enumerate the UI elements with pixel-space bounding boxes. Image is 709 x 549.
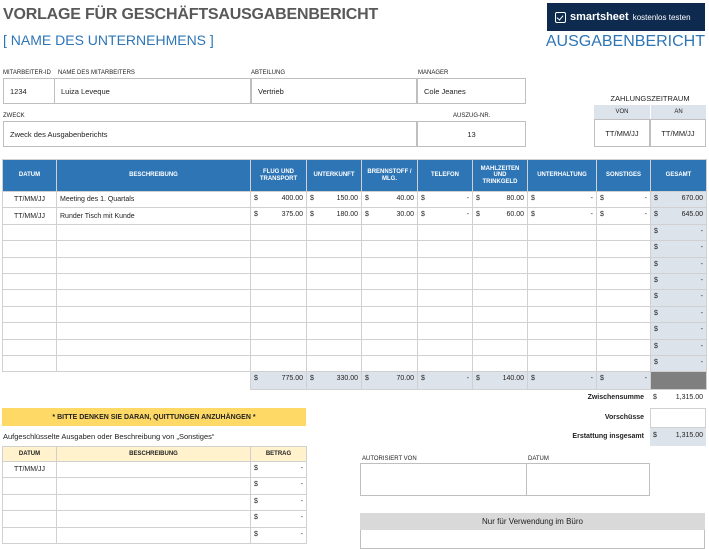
empty-cell[interactable] (362, 306, 418, 322)
empty-cell[interactable] (597, 241, 651, 257)
date-cell[interactable]: TT/MM/JJ (3, 462, 57, 478)
currency-symbol: $ (531, 375, 535, 383)
authorized-by-field[interactable] (360, 463, 527, 496)
date-cell[interactable] (3, 527, 57, 543)
col-phone: TELEFON (418, 160, 473, 192)
money-cell (651, 306, 707, 322)
department-field[interactable]: Vertrieb (251, 78, 417, 104)
empty-cell[interactable] (362, 224, 418, 240)
empty-cell[interactable] (473, 355, 528, 371)
logo-tagline: kostenlos testen (632, 12, 691, 22)
money-cell (418, 372, 473, 390)
amount: - (300, 497, 303, 505)
empty-cell[interactable] (251, 224, 307, 240)
currency-symbol: $ (421, 195, 425, 202)
empty-cell[interactable] (307, 257, 362, 273)
date-cell[interactable] (3, 511, 57, 527)
amount: - (700, 244, 703, 252)
page-title: VORLAGE FÜR GESCHÄFTSAUSGABENBERICHT (3, 6, 379, 23)
currency-symbol: $ (654, 244, 658, 252)
col-other: SONSTIGES (597, 160, 651, 192)
description-cell[interactable] (57, 462, 251, 478)
money-cell[interactable] (528, 208, 597, 224)
money-cell[interactable] (597, 192, 651, 208)
empty-cell[interactable] (362, 241, 418, 257)
currency-symbol: $ (654, 211, 658, 219)
empty-cell[interactable] (362, 323, 418, 339)
money-cell (362, 372, 418, 390)
empty-cell[interactable] (418, 339, 473, 355)
empty-cell[interactable] (473, 273, 528, 289)
money-cell[interactable] (528, 192, 597, 208)
amount: - (700, 293, 703, 301)
date-cell[interactable]: TT/MM/JJ (3, 208, 57, 224)
empty-cell[interactable] (418, 306, 473, 322)
employee-id-label: MITARBEITER-ID (3, 70, 51, 76)
department-label: ABTEILUNG (251, 70, 286, 76)
amount: - (300, 465, 303, 472)
receipt-reminder-banner: * BITTE DENKEN SIE DARAN, QUITTUNGEN ANZUHÄNGEN * (2, 408, 306, 426)
empty-cell[interactable] (362, 273, 418, 289)
money-cell (651, 224, 707, 240)
amount: - (590, 375, 593, 383)
currency-symbol: $ (254, 375, 258, 383)
employee-id-field[interactable]: 1234 (3, 78, 55, 104)
breakdown-col-description: BESCHREIBUNG (57, 447, 251, 462)
amount: 40.00 (396, 195, 414, 202)
empty-cell[interactable] (57, 290, 251, 306)
currency-symbol: $ (531, 211, 535, 219)
empty-cell[interactable] (251, 323, 307, 339)
breakdown-row (3, 494, 307, 510)
empty-cell[interactable] (473, 339, 528, 355)
currency-symbol: $ (654, 227, 658, 235)
advances-field[interactable] (650, 408, 706, 428)
money-cell[interactable] (473, 192, 528, 208)
expense-header-row (3, 160, 707, 192)
empty-cell[interactable] (57, 306, 251, 322)
period-to-label: AN (650, 105, 706, 119)
subtotal-value (650, 390, 706, 407)
amount: 330.00 (336, 375, 358, 383)
office-use-banner: Nur für Verwendung im Büro (360, 513, 705, 530)
expense-table (2, 159, 707, 390)
amount: 645.00 (681, 211, 703, 219)
breakdown-row (3, 527, 307, 543)
amount: 80.00 (506, 195, 524, 202)
empty-cell[interactable] (57, 273, 251, 289)
empty-cell[interactable] (597, 224, 651, 240)
currency-symbol: $ (654, 293, 658, 301)
breakdown-title: Aufgeschlüsselte Ausgaben oder Beschreibung von „Sonstiges“ (3, 432, 215, 441)
empty-cell[interactable] (3, 224, 57, 240)
authorization-date-label: DATUM (528, 456, 549, 462)
smartsheet-logo-button[interactable] (547, 3, 705, 31)
amount: - (644, 195, 647, 202)
empty-cell[interactable] (528, 306, 597, 322)
statement-number-field[interactable]: 13 (417, 121, 526, 147)
amount: 670.00 (681, 195, 703, 202)
empty-cell[interactable] (57, 355, 251, 371)
empty-cell (3, 372, 57, 390)
money-cell (528, 372, 597, 390)
empty-cell[interactable] (473, 241, 528, 257)
breakdown-col-date: DATUM (3, 447, 57, 462)
currency-symbol: $ (654, 260, 658, 268)
empty-cell[interactable] (528, 339, 597, 355)
currency-symbol: $ (600, 195, 604, 202)
money-cell (651, 290, 707, 306)
empty-cell[interactable] (3, 257, 57, 273)
empty-cell[interactable] (473, 323, 528, 339)
currency-symbol: $ (254, 497, 258, 505)
empty-cell[interactable] (418, 355, 473, 371)
logo-brand: smartsheet (570, 11, 629, 23)
description-cell[interactable] (57, 511, 251, 527)
empty-cell[interactable] (3, 339, 57, 355)
currency-symbol: $ (654, 309, 658, 317)
amount: - (466, 211, 469, 219)
money-cell (651, 208, 707, 224)
money-cell[interactable] (597, 208, 651, 224)
period-from-field[interactable]: TT/MM/JJ (594, 119, 650, 147)
currency-symbol: $ (653, 432, 657, 439)
empty-cell[interactable] (251, 290, 307, 306)
currency-symbol: $ (310, 195, 314, 202)
amount: 180.00 (336, 211, 358, 219)
empty-cell[interactable] (528, 355, 597, 371)
breakdown-table (2, 446, 307, 544)
money-cell (651, 257, 707, 273)
empty-cell[interactable] (251, 306, 307, 322)
empty-cell[interactable] (307, 339, 362, 355)
amount: - (700, 326, 703, 334)
breakdown-row (3, 478, 307, 494)
empty-cell[interactable] (307, 323, 362, 339)
amount: 775.00 (281, 375, 303, 383)
currency-symbol: $ (476, 195, 480, 202)
amount: 150.00 (336, 195, 358, 202)
money-cell[interactable] (418, 192, 473, 208)
money-cell (651, 339, 707, 355)
amount: - (590, 211, 593, 219)
amount: 400.00 (281, 195, 303, 202)
empty-cell[interactable] (3, 290, 57, 306)
empty-cell (57, 372, 251, 390)
money-cell (251, 372, 307, 390)
empty-cell[interactable] (597, 323, 651, 339)
manager-field[interactable]: Cole Jeanes (417, 78, 526, 104)
empty-cell[interactable] (251, 257, 307, 273)
currency-symbol: $ (654, 342, 658, 350)
refund-amount: 1,315.00 (675, 432, 703, 439)
empty-cell[interactable] (597, 355, 651, 371)
amount: - (590, 195, 593, 202)
empty-cell[interactable] (251, 273, 307, 289)
amount: - (644, 375, 647, 383)
grand-total-cell (651, 372, 707, 390)
statement-number-label: AUSZUG-NR. (453, 113, 491, 119)
empty-cell[interactable] (528, 323, 597, 339)
empty-cell[interactable] (418, 273, 473, 289)
purpose-label: ZWECK (3, 113, 25, 119)
amount: - (466, 195, 469, 202)
currency-symbol: $ (310, 375, 314, 383)
empty-cell[interactable] (597, 290, 651, 306)
money-cell[interactable] (251, 208, 307, 224)
empty-cell[interactable] (307, 290, 362, 306)
breakdown-col-amount: BETRAG (251, 447, 307, 462)
empty-cell[interactable] (362, 339, 418, 355)
currency-symbol: $ (365, 195, 369, 202)
empty-cell[interactable] (251, 241, 307, 257)
table-row (3, 290, 707, 306)
money-cell[interactable] (251, 192, 307, 208)
empty-cell[interactable] (418, 241, 473, 257)
empty-cell[interactable] (362, 355, 418, 371)
empty-cell[interactable] (418, 257, 473, 273)
currency-symbol: $ (254, 514, 258, 522)
amount: 70.00 (396, 375, 414, 383)
subtotal-amount: 1,315.00 (675, 394, 703, 401)
amount-cell[interactable] (251, 527, 307, 543)
currency-symbol: $ (365, 375, 369, 383)
table-row (3, 339, 707, 355)
currency-symbol: $ (421, 375, 425, 383)
money-cell[interactable] (473, 208, 528, 224)
currency-symbol: $ (310, 211, 314, 219)
table-row (3, 208, 707, 224)
empty-cell[interactable] (251, 355, 307, 371)
empty-cell[interactable] (307, 306, 362, 322)
empty-cell[interactable] (57, 224, 251, 240)
empty-cell[interactable] (597, 339, 651, 355)
empty-cell[interactable] (3, 323, 57, 339)
currency-symbol: $ (254, 481, 258, 489)
currency-symbol: $ (600, 211, 604, 219)
empty-cell[interactable] (528, 273, 597, 289)
authorized-by-label: AUTORISIERT VON (362, 456, 417, 462)
breakdown-row (3, 462, 307, 478)
amount: - (300, 481, 303, 489)
currency-symbol: $ (654, 326, 658, 334)
amount-cell[interactable] (251, 494, 307, 510)
report-title: AUSGABENBERICHT (545, 33, 705, 50)
money-cell (307, 372, 362, 390)
currency-symbol: $ (476, 211, 480, 219)
empty-cell[interactable] (473, 224, 528, 240)
currency-symbol: $ (476, 375, 480, 383)
description-cell[interactable] (57, 494, 251, 510)
company-name[interactable]: [ NAME DES UNTERNEHMENS ] (3, 32, 214, 48)
money-cell (651, 192, 707, 208)
money-cell[interactable] (418, 208, 473, 224)
empty-cell[interactable] (418, 290, 473, 306)
empty-cell[interactable] (528, 224, 597, 240)
empty-cell[interactable] (418, 224, 473, 240)
amount: 60.00 (506, 211, 524, 219)
amount: - (700, 309, 703, 317)
office-use-area[interactable] (360, 530, 705, 549)
description-cell[interactable] (57, 478, 251, 494)
empty-cell[interactable] (57, 257, 251, 273)
money-cell[interactable] (362, 192, 418, 208)
empty-cell[interactable] (307, 273, 362, 289)
currency-symbol: $ (254, 465, 258, 472)
empty-cell[interactable] (251, 339, 307, 355)
empty-cell[interactable] (473, 306, 528, 322)
empty-cell[interactable] (362, 290, 418, 306)
table-row (3, 323, 707, 339)
money-cell (651, 241, 707, 257)
date-cell[interactable] (3, 494, 57, 510)
amount-cell[interactable] (251, 511, 307, 527)
empty-cell[interactable] (597, 306, 651, 322)
col-meals-tips: MAHLZEITEN UND TRINKGELD (473, 160, 528, 192)
purpose-field[interactable]: Zweck des Ausgabenberichts (3, 121, 417, 147)
col-flight-transport: FLUG UND TRANSPORT (251, 160, 307, 192)
money-cell (597, 372, 651, 390)
amount: - (466, 375, 469, 383)
currency-symbol: $ (600, 375, 604, 383)
empty-cell[interactable] (473, 257, 528, 273)
breakdown-row (3, 511, 307, 527)
col-entertainment: UNTERHALTUNG (528, 160, 597, 192)
col-total: GESAMT (651, 160, 707, 192)
money-cell (651, 355, 707, 371)
money-cell (651, 273, 707, 289)
empty-cell[interactable] (307, 224, 362, 240)
table-row (3, 306, 707, 322)
table-row (3, 257, 707, 273)
employee-name-field[interactable]: Luiza Leveque (55, 78, 251, 104)
subtotal-label: Zwischensumme (587, 394, 644, 401)
col-fuel-mileage: BRENNSTOFF / MLG. (362, 160, 418, 192)
empty-cell[interactable] (3, 306, 57, 322)
date-cell[interactable]: TT/MM/JJ (3, 192, 57, 208)
table-row (3, 241, 707, 257)
money-cell[interactable] (362, 208, 418, 224)
empty-cell[interactable] (528, 257, 597, 273)
money-cell[interactable] (307, 208, 362, 224)
amount: - (700, 276, 703, 284)
amount: 140.00 (502, 375, 524, 383)
empty-cell[interactable] (57, 241, 251, 257)
table-row (3, 273, 707, 289)
employee-name-label: NAME DES MITARBEITERS (58, 70, 135, 76)
date-cell[interactable] (3, 478, 57, 494)
empty-cell[interactable] (473, 290, 528, 306)
total-refund-value (650, 428, 706, 446)
table-row (3, 224, 707, 240)
money-cell[interactable] (307, 192, 362, 208)
manager-label: MANAGER (418, 70, 449, 76)
period-to-field[interactable]: TT/MM/JJ (650, 119, 706, 147)
currency-symbol: $ (653, 394, 657, 401)
amount-cell[interactable] (251, 462, 307, 478)
currency-symbol: $ (654, 358, 658, 366)
empty-cell[interactable] (3, 273, 57, 289)
amount: - (644, 211, 647, 219)
total-refund-label: Erstattung insgesamt (572, 433, 644, 440)
amount: 30.00 (396, 211, 414, 219)
currency-symbol: $ (254, 530, 258, 538)
amount: - (700, 260, 703, 268)
money-cell (473, 372, 528, 390)
authorization-date-field[interactable] (527, 463, 650, 496)
empty-cell[interactable] (307, 241, 362, 257)
empty-cell[interactable] (307, 355, 362, 371)
currency-symbol: $ (421, 211, 425, 219)
col-description: BESCHREIBUNG (57, 160, 251, 192)
col-date: DATUM (3, 160, 57, 192)
description-cell[interactable]: Meeting des 1. Quartals (57, 192, 251, 208)
amount-cell[interactable] (251, 478, 307, 494)
amount: - (700, 342, 703, 350)
empty-cell[interactable] (528, 241, 597, 257)
currency-symbol: $ (531, 195, 535, 202)
money-cell (651, 323, 707, 339)
period-from-label: VON (594, 105, 650, 119)
description-cell[interactable]: Runder Tisch mit Kunde (57, 208, 251, 224)
table-row (3, 355, 707, 371)
amount: - (300, 530, 303, 538)
empty-cell[interactable] (597, 273, 651, 289)
empty-cell[interactable] (528, 290, 597, 306)
currency-symbol: $ (654, 195, 658, 202)
description-cell[interactable] (57, 527, 251, 543)
empty-cell[interactable] (57, 339, 251, 355)
amount: 375.00 (281, 211, 303, 219)
totals-row (3, 372, 707, 390)
amount: - (700, 227, 703, 235)
currency-symbol: $ (365, 211, 369, 219)
col-lodging: UNTERKUNFT (307, 160, 362, 192)
empty-cell[interactable] (362, 257, 418, 273)
advances-label: Vorschüsse (604, 414, 644, 421)
checkmark-icon (555, 12, 566, 23)
empty-cell[interactable] (418, 323, 473, 339)
currency-symbol: $ (254, 211, 258, 219)
empty-cell[interactable] (3, 241, 57, 257)
empty-cell[interactable] (3, 355, 57, 371)
amount: - (300, 514, 303, 522)
empty-cell[interactable] (57, 323, 251, 339)
table-row (3, 192, 707, 208)
payment-period-label: ZAHLUNGSZEITRAUM (610, 94, 690, 103)
currency-symbol: $ (654, 276, 658, 284)
amount: - (700, 358, 703, 366)
currency-symbol: $ (254, 195, 258, 202)
empty-cell[interactable] (597, 257, 651, 273)
